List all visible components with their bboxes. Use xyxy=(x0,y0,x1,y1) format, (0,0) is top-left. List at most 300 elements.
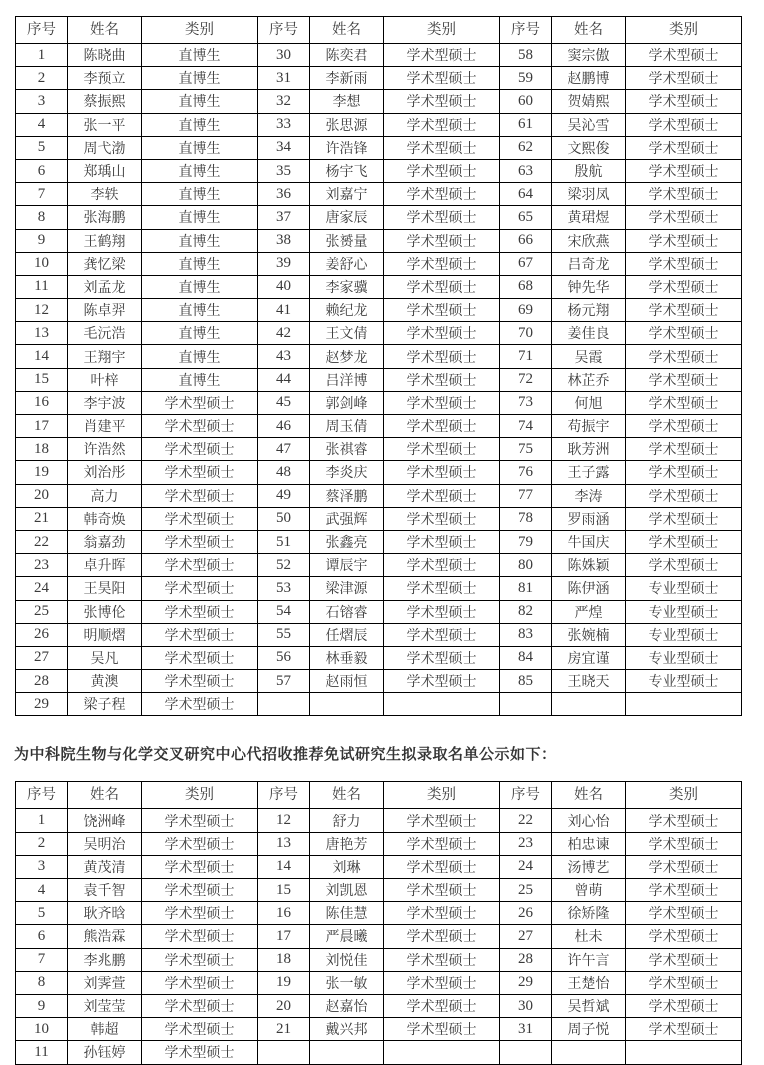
category-cell: 直博生 xyxy=(142,275,258,298)
serial-cell: 51 xyxy=(258,530,310,553)
category-cell: 学术型硕士 xyxy=(384,554,500,577)
serial-cell: 4 xyxy=(16,879,68,902)
serial-cell: 42 xyxy=(258,322,310,345)
name-cell: 刘孟龙 xyxy=(68,275,142,298)
name-cell: 何旭 xyxy=(552,391,626,414)
table-row xyxy=(16,183,742,206)
category-cell: 学术型硕士 xyxy=(384,507,500,530)
category-cell: 学术型硕士 xyxy=(626,832,742,855)
serial-cell: 3 xyxy=(16,855,68,878)
name-cell: 张思源 xyxy=(310,113,384,136)
serial-cell: 16 xyxy=(258,902,310,925)
category-cell: 学术型硕士 xyxy=(384,484,500,507)
column-header: 姓名 xyxy=(552,17,626,44)
serial-cell: 79 xyxy=(500,530,552,553)
name-cell: 梁子程 xyxy=(68,693,142,716)
name-cell: 张赟量 xyxy=(310,229,384,252)
category-cell: 直博生 xyxy=(142,206,258,229)
category-cell: 学术型硕士 xyxy=(142,623,258,646)
name-cell: 翁嘉劲 xyxy=(68,530,142,553)
table-row xyxy=(16,554,742,577)
name-cell: 陈奕君 xyxy=(310,44,384,67)
table-row xyxy=(16,67,742,90)
name-cell: 林垂毅 xyxy=(310,646,384,669)
table-row xyxy=(16,44,742,67)
serial-cell: 1 xyxy=(16,44,68,67)
name-cell: 毛沅浩 xyxy=(68,322,142,345)
category-cell: 学术型硕士 xyxy=(626,229,742,252)
serial-cell: 11 xyxy=(16,275,68,298)
name-cell: 黄澳 xyxy=(68,670,142,693)
serial-cell: 24 xyxy=(500,855,552,878)
serial-cell: 35 xyxy=(258,159,310,182)
name-cell: 赵梦龙 xyxy=(310,345,384,368)
serial-cell: 50 xyxy=(258,507,310,530)
name-cell: 陈卓羿 xyxy=(68,299,142,322)
serial-cell: 22 xyxy=(16,530,68,553)
serial-cell: 8 xyxy=(16,971,68,994)
name-cell: 宋欣燕 xyxy=(552,229,626,252)
serial-cell: 52 xyxy=(258,554,310,577)
serial-cell: 85 xyxy=(500,670,552,693)
serial-cell: 38 xyxy=(258,229,310,252)
serial-cell: 71 xyxy=(500,345,552,368)
name-cell: 郭剑峰 xyxy=(310,391,384,414)
name-cell: 许浩然 xyxy=(68,438,142,461)
serial-cell: 47 xyxy=(258,438,310,461)
name-cell: 徐矫隆 xyxy=(552,902,626,925)
name-cell xyxy=(310,693,384,716)
column-header: 姓名 xyxy=(68,17,142,44)
category-cell: 学术型硕士 xyxy=(384,855,500,878)
category-cell: 学术型硕士 xyxy=(142,391,258,414)
category-cell: 学术型硕士 xyxy=(384,183,500,206)
serial-cell: 10 xyxy=(16,252,68,275)
serial-cell: 83 xyxy=(500,623,552,646)
category-cell: 学术型硕士 xyxy=(384,438,500,461)
name-cell: 吴明治 xyxy=(68,832,142,855)
name-cell: 卓升晖 xyxy=(68,554,142,577)
serial-cell: 53 xyxy=(258,577,310,600)
table-row xyxy=(16,345,742,368)
column-header: 序号 xyxy=(500,782,552,809)
header-row xyxy=(16,17,742,44)
name-cell: 许午言 xyxy=(552,948,626,971)
category-cell: 学术型硕士 xyxy=(384,368,500,391)
name-cell: 蔡振熙 xyxy=(68,90,142,113)
table-row xyxy=(16,368,742,391)
category-cell: 学术型硕士 xyxy=(626,902,742,925)
serial-cell: 6 xyxy=(16,925,68,948)
column-header: 类别 xyxy=(142,782,258,809)
table-row xyxy=(16,646,742,669)
table-row xyxy=(16,948,742,971)
category-cell: 学术型硕士 xyxy=(384,322,500,345)
name-cell: 赵雨恒 xyxy=(310,670,384,693)
table-row xyxy=(16,391,742,414)
table-row xyxy=(16,832,742,855)
table-row xyxy=(16,438,742,461)
category-cell: 直博生 xyxy=(142,44,258,67)
category-cell: 学术型硕士 xyxy=(384,229,500,252)
name-cell: 王文倩 xyxy=(310,322,384,345)
serial-cell: 75 xyxy=(500,438,552,461)
category-cell: 学术型硕士 xyxy=(626,252,742,275)
name-cell: 周玉倩 xyxy=(310,415,384,438)
table-row xyxy=(16,252,742,275)
serial-cell: 69 xyxy=(500,299,552,322)
category-cell: 学术型硕士 xyxy=(626,299,742,322)
name-cell: 黄珺煜 xyxy=(552,206,626,229)
serial-cell: 24 xyxy=(16,577,68,600)
name-cell: 许浩锋 xyxy=(310,136,384,159)
serial-cell: 84 xyxy=(500,646,552,669)
category-cell: 学术型硕士 xyxy=(384,623,500,646)
table-row xyxy=(16,1018,742,1041)
serial-cell: 10 xyxy=(16,1018,68,1041)
table-row xyxy=(16,229,742,252)
category-cell: 专业型硕士 xyxy=(626,646,742,669)
category-cell: 学术型硕士 xyxy=(626,971,742,994)
name-cell: 韩超 xyxy=(68,1018,142,1041)
serial-cell: 59 xyxy=(500,67,552,90)
category-cell: 学术型硕士 xyxy=(142,855,258,878)
serial-cell: 15 xyxy=(16,368,68,391)
category-cell: 学术型硕士 xyxy=(384,879,500,902)
name-cell: 张海鹏 xyxy=(68,206,142,229)
category-cell: 直博生 xyxy=(142,136,258,159)
name-cell: 杜未 xyxy=(552,925,626,948)
name-cell: 苟振宇 xyxy=(552,415,626,438)
table-row xyxy=(16,159,742,182)
category-cell: 学术型硕士 xyxy=(626,183,742,206)
name-cell: 周子悦 xyxy=(552,1018,626,1041)
name-cell: 李轶 xyxy=(68,183,142,206)
name-cell: 吕洋博 xyxy=(310,368,384,391)
serial-cell: 19 xyxy=(258,971,310,994)
column-header: 类别 xyxy=(142,17,258,44)
name-cell: 王晓天 xyxy=(552,670,626,693)
name-cell xyxy=(552,1041,626,1064)
serial-cell: 30 xyxy=(500,994,552,1017)
table-row xyxy=(16,322,742,345)
category-cell: 学术型硕士 xyxy=(384,252,500,275)
serial-cell: 40 xyxy=(258,275,310,298)
serial-cell: 23 xyxy=(16,554,68,577)
serial-cell: 74 xyxy=(500,415,552,438)
serial-cell: 14 xyxy=(16,345,68,368)
category-cell: 学术型硕士 xyxy=(626,67,742,90)
name-cell: 肖建平 xyxy=(68,415,142,438)
category-cell: 学术型硕士 xyxy=(142,415,258,438)
column-header: 类别 xyxy=(384,17,500,44)
name-cell: 舒力 xyxy=(310,809,384,832)
category-cell: 学术型硕士 xyxy=(384,44,500,67)
category-cell: 学术型硕士 xyxy=(142,484,258,507)
name-cell: 赵鹏博 xyxy=(552,67,626,90)
column-header: 姓名 xyxy=(68,782,142,809)
category-cell: 学术型硕士 xyxy=(142,600,258,623)
category-cell: 学术型硕士 xyxy=(142,948,258,971)
serial-cell xyxy=(500,693,552,716)
serial-cell: 33 xyxy=(258,113,310,136)
category-cell: 学术型硕士 xyxy=(626,275,742,298)
category-cell: 直博生 xyxy=(142,159,258,182)
name-cell: 殷航 xyxy=(552,159,626,182)
category-cell: 直博生 xyxy=(142,229,258,252)
name-cell: 李想 xyxy=(310,90,384,113)
column-header: 序号 xyxy=(16,782,68,809)
name-cell: 吴霞 xyxy=(552,345,626,368)
name-cell: 耿齐晗 xyxy=(68,902,142,925)
name-cell: 蔡泽鹏 xyxy=(310,484,384,507)
category-cell: 学术型硕士 xyxy=(626,345,742,368)
category-cell: 学术型硕士 xyxy=(142,670,258,693)
serial-cell: 72 xyxy=(500,368,552,391)
serial-cell: 3 xyxy=(16,90,68,113)
serial-cell: 16 xyxy=(16,391,68,414)
serial-cell: 27 xyxy=(16,646,68,669)
category-cell: 学术型硕士 xyxy=(626,391,742,414)
category-cell: 学术型硕士 xyxy=(142,1018,258,1041)
category-cell: 学术型硕士 xyxy=(384,646,500,669)
name-cell: 窦宗傲 xyxy=(552,44,626,67)
category-cell: 学术型硕士 xyxy=(384,206,500,229)
category-cell: 学术型硕士 xyxy=(626,994,742,1017)
column-header: 姓名 xyxy=(310,17,384,44)
serial-cell: 17 xyxy=(16,415,68,438)
name-cell: 张祺睿 xyxy=(310,438,384,461)
category-cell: 学术型硕士 xyxy=(384,925,500,948)
table-row xyxy=(16,600,742,623)
serial-cell: 2 xyxy=(16,67,68,90)
category-cell: 学术型硕士 xyxy=(626,461,742,484)
serial-cell: 73 xyxy=(500,391,552,414)
category-cell: 学术型硕士 xyxy=(384,461,500,484)
table-row xyxy=(16,994,742,1017)
table-row xyxy=(16,623,742,646)
serial-cell: 13 xyxy=(258,832,310,855)
serial-cell: 57 xyxy=(258,670,310,693)
column-header: 序号 xyxy=(500,17,552,44)
category-cell: 学术型硕士 xyxy=(384,902,500,925)
serial-cell: 34 xyxy=(258,136,310,159)
name-cell: 石镕睿 xyxy=(310,600,384,623)
serial-cell: 26 xyxy=(16,623,68,646)
name-cell: 陈姝颖 xyxy=(552,554,626,577)
name-cell: 唐艳芳 xyxy=(310,832,384,855)
name-cell: 梁羽凤 xyxy=(552,183,626,206)
name-cell: 刘琳 xyxy=(310,855,384,878)
name-cell: 张鑫亮 xyxy=(310,530,384,553)
serial-cell: 67 xyxy=(500,252,552,275)
table-row xyxy=(16,902,742,925)
serial-cell: 58 xyxy=(500,44,552,67)
serial-cell: 18 xyxy=(258,948,310,971)
name-cell: 严晨曦 xyxy=(310,925,384,948)
name-cell: 张一敏 xyxy=(310,971,384,994)
name-cell: 严煌 xyxy=(552,600,626,623)
serial-cell: 44 xyxy=(258,368,310,391)
table-row xyxy=(16,275,742,298)
table-row xyxy=(16,299,742,322)
table-row xyxy=(16,90,742,113)
table-row xyxy=(16,415,742,438)
category-cell: 学术型硕士 xyxy=(384,577,500,600)
category-cell: 学术型硕士 xyxy=(626,530,742,553)
name-cell: 汤博艺 xyxy=(552,855,626,878)
column-header: 类别 xyxy=(626,17,742,44)
name-cell: 柏忠谏 xyxy=(552,832,626,855)
name-cell: 刘凯恩 xyxy=(310,879,384,902)
table-row xyxy=(16,809,742,832)
serial-cell: 29 xyxy=(500,971,552,994)
column-header: 类别 xyxy=(626,782,742,809)
name-cell: 杨宇飞 xyxy=(310,159,384,182)
category-cell: 学术型硕士 xyxy=(626,90,742,113)
category-cell: 学术型硕士 xyxy=(626,113,742,136)
name-cell: 陈佳慧 xyxy=(310,902,384,925)
serial-cell: 6 xyxy=(16,159,68,182)
category-cell: 学术型硕士 xyxy=(142,693,258,716)
name-cell: 贺婧熙 xyxy=(552,90,626,113)
name-cell: 房宜谨 xyxy=(552,646,626,669)
table-row xyxy=(16,136,742,159)
category-cell: 学术型硕士 xyxy=(384,530,500,553)
name-cell: 李炎庆 xyxy=(310,461,384,484)
name-cell: 张婉楠 xyxy=(552,623,626,646)
name-cell: 赖纪龙 xyxy=(310,299,384,322)
name-cell: 王鹤翔 xyxy=(68,229,142,252)
serial-cell: 43 xyxy=(258,345,310,368)
category-cell: 学术型硕士 xyxy=(626,879,742,902)
category-cell: 专业型硕士 xyxy=(626,600,742,623)
name-cell: 张博伦 xyxy=(68,600,142,623)
column-header: 序号 xyxy=(16,17,68,44)
serial-cell: 46 xyxy=(258,415,310,438)
name-cell: 曾萌 xyxy=(552,879,626,902)
serial-cell: 54 xyxy=(258,600,310,623)
serial-cell: 15 xyxy=(258,879,310,902)
serial-cell: 29 xyxy=(16,693,68,716)
name-cell: 任熠辰 xyxy=(310,623,384,646)
category-cell: 学术型硕士 xyxy=(626,484,742,507)
category-cell: 学术型硕士 xyxy=(142,507,258,530)
category-cell: 学术型硕士 xyxy=(626,44,742,67)
name-cell: 刘嘉宁 xyxy=(310,183,384,206)
table-row xyxy=(16,670,742,693)
table-row xyxy=(16,113,742,136)
name-cell: 高力 xyxy=(68,484,142,507)
category-cell: 直博生 xyxy=(142,67,258,90)
serial-cell: 1 xyxy=(16,809,68,832)
name-cell: 梁津源 xyxy=(310,577,384,600)
category-cell: 直博生 xyxy=(142,322,258,345)
serial-cell: 25 xyxy=(16,600,68,623)
serial-cell: 61 xyxy=(500,113,552,136)
serial-cell: 8 xyxy=(16,206,68,229)
category-cell: 直博生 xyxy=(142,90,258,113)
category-cell: 学术型硕士 xyxy=(626,368,742,391)
serial-cell: 4 xyxy=(16,113,68,136)
table-row xyxy=(16,925,742,948)
name-cell: 张一平 xyxy=(68,113,142,136)
category-cell: 学术型硕士 xyxy=(384,391,500,414)
serial-cell: 22 xyxy=(500,809,552,832)
category-cell: 学术型硕士 xyxy=(384,159,500,182)
category-cell: 学术型硕士 xyxy=(142,925,258,948)
name-cell: 李新雨 xyxy=(310,67,384,90)
serial-cell: 41 xyxy=(258,299,310,322)
admission-table-main xyxy=(15,16,742,716)
category-cell: 学术型硕士 xyxy=(142,461,258,484)
serial-cell: 55 xyxy=(258,623,310,646)
admission-table-crossover xyxy=(15,781,742,1064)
serial-cell: 63 xyxy=(500,159,552,182)
name-cell: 吴凡 xyxy=(68,646,142,669)
name-cell: 王楚怡 xyxy=(552,971,626,994)
name-cell: 黄茂清 xyxy=(68,855,142,878)
column-header: 姓名 xyxy=(552,782,626,809)
serial-cell: 14 xyxy=(258,855,310,878)
category-cell: 学术型硕士 xyxy=(626,415,742,438)
crossover-notice-text: 为中科院生物与化学交叉研究中心代招收推荐免试研究生拟录取名单公示如下： xyxy=(14,746,557,764)
serial-cell: 82 xyxy=(500,600,552,623)
category-cell: 学术型硕士 xyxy=(384,90,500,113)
serial-cell: 30 xyxy=(258,44,310,67)
table-row xyxy=(16,693,742,716)
category-cell: 学术型硕士 xyxy=(626,159,742,182)
category-cell: 学术型硕士 xyxy=(626,809,742,832)
name-cell xyxy=(310,1041,384,1064)
serial-cell: 68 xyxy=(500,275,552,298)
category-cell: 学术型硕士 xyxy=(142,809,258,832)
name-cell: 林芷乔 xyxy=(552,368,626,391)
category-cell: 学术型硕士 xyxy=(384,113,500,136)
serial-cell: 26 xyxy=(500,902,552,925)
serial-cell: 9 xyxy=(16,994,68,1017)
name-cell: 杨元翔 xyxy=(552,299,626,322)
column-header: 序号 xyxy=(258,782,310,809)
serial-cell: 7 xyxy=(16,183,68,206)
serial-cell: 66 xyxy=(500,229,552,252)
serial-cell: 31 xyxy=(500,1018,552,1041)
name-cell: 吴沁雪 xyxy=(552,113,626,136)
serial-cell: 32 xyxy=(258,90,310,113)
category-cell: 学术型硕士 xyxy=(384,415,500,438)
name-cell: 饶洲峰 xyxy=(68,809,142,832)
name-cell: 牛国庆 xyxy=(552,530,626,553)
serial-cell: 80 xyxy=(500,554,552,577)
category-cell: 学术型硕士 xyxy=(384,345,500,368)
name-cell: 陈伊涵 xyxy=(552,577,626,600)
serial-cell: 49 xyxy=(258,484,310,507)
serial-cell: 27 xyxy=(500,925,552,948)
serial-cell: 17 xyxy=(258,925,310,948)
serial-cell: 12 xyxy=(16,299,68,322)
name-cell xyxy=(552,693,626,716)
name-cell: 明顺熠 xyxy=(68,623,142,646)
category-cell xyxy=(626,693,742,716)
name-cell: 陈晓曲 xyxy=(68,44,142,67)
category-cell: 学术型硕士 xyxy=(626,322,742,345)
name-cell: 钟先华 xyxy=(552,275,626,298)
category-cell: 学术型硕士 xyxy=(626,948,742,971)
serial-cell: 11 xyxy=(16,1041,68,1064)
table-row xyxy=(16,530,742,553)
category-cell: 学术型硕士 xyxy=(384,136,500,159)
table-row xyxy=(16,507,742,530)
